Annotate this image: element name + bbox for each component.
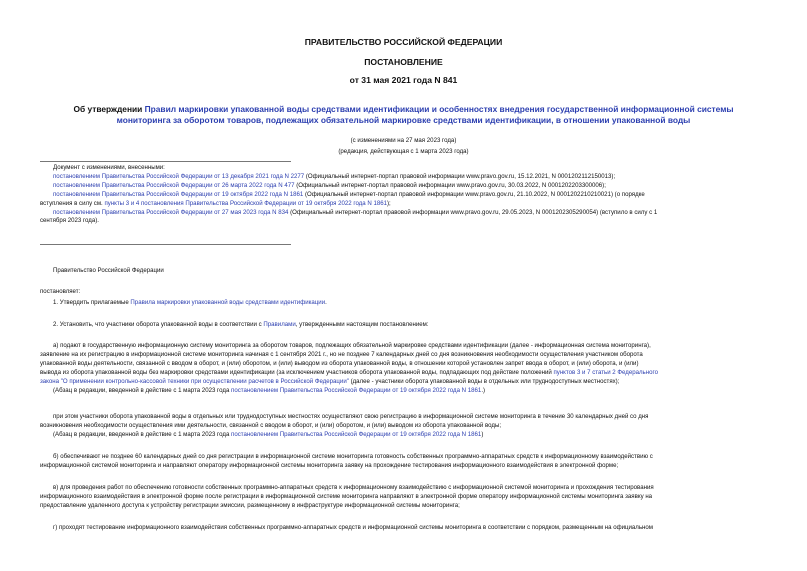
change-item-3-cont-post: ); (387, 199, 391, 207)
paragraph-1 (53, 299, 327, 308)
subparagraph-b-line-2: информационной системой мониторинга и направляют оператору информационной системы мониторинга заявку на прохождение тестирования информационного взаимодействия в электронной форме; (40, 461, 619, 469)
change-item-3 (40, 191, 771, 200)
change-item-3-cont (40, 200, 771, 209)
change-item-1 (40, 173, 771, 182)
change-item-3-cont-link[interactable]: пункты 3 и 4 постановления Правительства Российской Федерации от 19 октября 2022 года N 1861 (104, 199, 388, 207)
subparagraph-c-line-1: в) для проведения работ по обеспечению готовности собственных программно-аппаратных средств к информационному взаимодействию с информационной системой мониторинга и прохождения тестирования (53, 484, 654, 491)
change-item-4-cont: сентября 2023 года). (40, 217, 99, 225)
subparagraph-a-note-pre: (Абзац в редакции, введенной в действие с 1 марта 2023 года (53, 386, 232, 394)
paragraph-remote-areas-note-link[interactable]: постановлением Правительства Российской Федерации от 19 октября 2022 года N 1861 (231, 430, 482, 438)
subparagraph-b-line-1: б) обеспечивают не позднее 60 календарных дней со дня регистрации в информационной системе мониторинга готовность собственных программно-аппаратных средств к информационному взаимодействию с (53, 453, 653, 460)
changes-intro: Документ с изменениями, внесенными: (53, 164, 165, 171)
paragraph-1-post: . (325, 299, 327, 306)
document-title (48, 104, 759, 126)
subparagraph-c (40, 484, 771, 511)
paragraph-2-link[interactable]: Правилами (263, 321, 296, 328)
change-item-1-link[interactable]: постановлением Правительства Российской Федерации от 13 декабря 2021 года N 2277 (53, 172, 305, 180)
subparagraph-a-line-4 (40, 369, 771, 378)
paragraph-2-post: , утвержденными настоящим постановлением: (295, 321, 429, 328)
federal-law-article-link[interactable]: пунктов 3 и 7 статьи 2 Федерального (553, 368, 658, 376)
decides-line: постановляет: (40, 288, 81, 295)
paragraph-remote-areas-note-post: ) (481, 430, 484, 438)
paragraph-1-link[interactable]: Правила маркировки упакованной воды средствами идентификации (130, 299, 326, 306)
subparagraph-a (40, 342, 771, 395)
paragraph-remote-areas-note (40, 431, 771, 440)
paragraph-remote-areas (40, 413, 771, 440)
subparagraph-c-line-2: информационного взаимодействия в электронной форме после регистрации в информационной системе мониторинга направляют в электронной форме оператору информационной системы мониторинга заявку на (40, 492, 653, 500)
subparagraph-a-line-3: упакованной воды деятельности, связанной с вводом в оборот, и (или) оборотом, и (или) выводом из оборота упакованной воды, в отношении которой установлен запрет ввода в оборот, и (или) оборота, и (или) (40, 359, 639, 367)
subparagraph-d-line-1: г) проходят тестирование информационного взаимодействия собственных программно-аппаратных средств и информационной системы мониторинга в соответствии с порядком, размещенным на официальном (53, 524, 653, 531)
title-prefix: Об утверждении (73, 104, 145, 114)
change-item-2-link[interactable]: постановлением Правительства Российской Федерации от 26 марта 2022 года N 477 (53, 181, 295, 189)
change-item-3-link[interactable]: постановлением Правительства Российской Федерации от 19 октября 2022 года N 1861 (53, 190, 304, 198)
subparagraph-b (40, 453, 771, 471)
changes-block (40, 164, 771, 226)
top-divider (40, 161, 291, 162)
change-item-4 (40, 209, 771, 218)
change-item-4-text: (Официальный интернет-портал правовой информации www.pravo.gov.ru, 29.05.2023, N 0001202305290054) (вступило в силу с 1 (288, 208, 658, 216)
change-item-2-text: (Официальный интернет-портал правовой информации www.pravo.gov.ru, 30.03.2022, N 0001202203300006); (294, 181, 606, 189)
paragraph-2-pre: 2. Установить, что участники оборота упакованной воды в соответствии с (53, 321, 264, 328)
change-item-2 (40, 182, 771, 191)
subparagraph-c-line-3: предоставление удаленного доступа к устройству регистрации эмиссии, размещенному в инфраструктуре информационной системы мониторинга; (40, 501, 460, 509)
government-line: Правительство Российской Федерации (53, 267, 164, 274)
subparagraph-a-note (40, 387, 771, 396)
federal-law-name-link[interactable]: закона "О применении контрольно-кассовой техники при осуществлении расчетов в Российской Федерации" (40, 377, 349, 385)
title-rules-link[interactable]: Правил маркировки упакованной воды средствами идентификации и особенностях внедрения государственной информационной системы мониторинга за оборотом товаров, подлежащих обязательной маркировке средствами идентификации, в отношении упакованной воды (116, 104, 734, 125)
subparagraph-d (40, 524, 771, 533)
paragraph-remote-areas-note-pre: (Абзац в редакции, введенной в действие с 1 марта 2023 года (53, 430, 232, 438)
bottom-divider (40, 244, 291, 245)
document-date-number: от 31 мая 2021 года N 841 (349, 75, 458, 85)
change-item-3-text: (Официальный интернет-портал правовой информации www.pravo.gov.ru, 21.10.2022, N 0001202210210021) (о порядке (303, 190, 645, 198)
subparagraph-a-line-5-post: (далее - участники оборота упакованной воды в отдельных или труднодоступных местностях); (348, 377, 620, 385)
change-item-3-cont-pre: вступления в силу см. (40, 199, 105, 207)
subparagraph-a-note-link[interactable]: постановлением Правительства Российской Федерации от 19 октября 2022 года N 1861 (231, 386, 482, 394)
subparagraph-a-line-5 (40, 378, 771, 387)
change-item-4-link[interactable]: постановлением Правительства Российской Федерации от 27 мая 2023 года N 834 (53, 208, 289, 216)
issuing-authority: ПРАВИТЕЛЬСТВО РОССИЙСКОЙ ФЕДЕРАЦИИ (304, 37, 503, 47)
subparagraph-a-line-1: а) подают в государственную информационную систему мониторинга за оборотом товаров, подлежащих обязательной маркировке средствами идентификации (далее - информационная система мониторинга), (53, 342, 651, 349)
edition-note: (редакция, действующая с 1 марта 2023 года) (338, 148, 469, 155)
paragraph-1-pre: 1. Утвердить прилагаемые (53, 299, 131, 306)
subparagraph-a-line-4-pre: вывода из оборота упакованной воды без маркировки средствами идентификации (за исключением участников оборота упакованной воды, подпадающих под действие положений (40, 368, 554, 376)
paragraph-remote-areas-line-2: возникновения необходимости осуществления ими деятельности, связанной с вводом в оборот, и (или) оборотом, и (или) выводом из оборота упакованной воды; (40, 421, 502, 429)
paragraph-remote-areas-line-1: при этом участники оборота упакованной воды в отдельных или труднодоступных местностях осуществляют свою регистрацию в информационной системе мониторинга в течение 30 календарных дней со дня (53, 413, 649, 420)
subparagraph-a-note-post: .) (481, 386, 486, 394)
changes-note: (с изменениями на 27 мая 2023 года) (350, 137, 457, 144)
document-type: ПОСТАНОВЛЕНИЕ (364, 57, 443, 67)
paragraph-2 (53, 321, 429, 330)
subparagraph-a-line-2: заявление на их регистрацию в информационной системе мониторинга начиная с 1 сентября 2021 г., но не позднее 7 календарных дней со дня возникновения необходимости осуществления участником оборота (40, 350, 643, 358)
change-item-1-text: (Официальный интернет-портал правовой информации www.pravo.gov.ru, 15.12.2021, N 0001202112150013); (304, 172, 616, 180)
